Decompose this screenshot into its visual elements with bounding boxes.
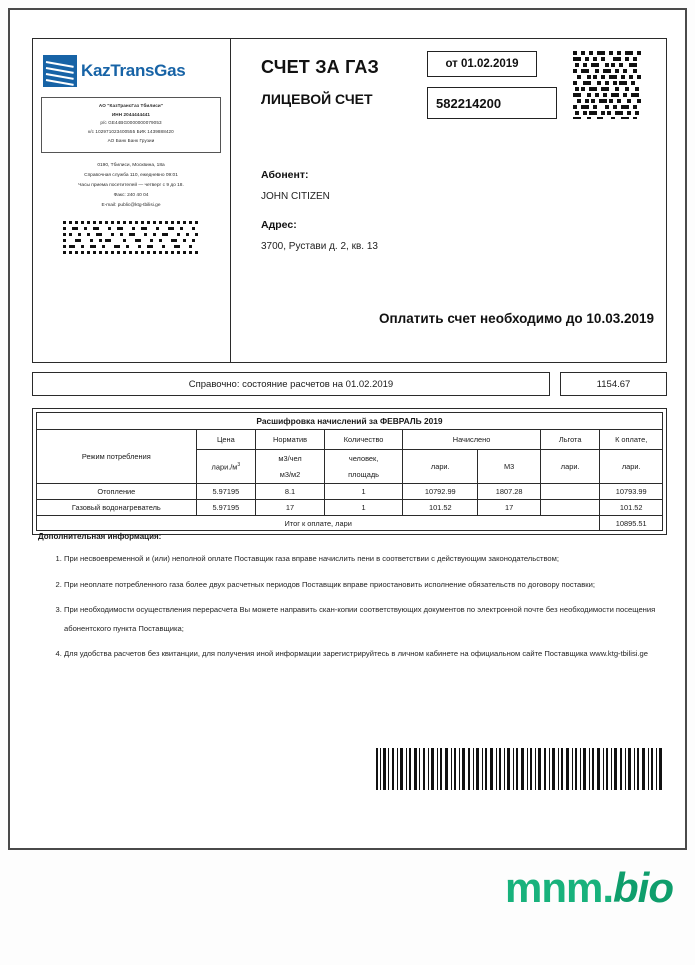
table-row [37,500,663,516]
datamatrix-barcode-icon [61,219,201,259]
charges-table-wrapper [32,408,667,535]
code128-barcode-icon [374,748,664,790]
col-price: Цена [196,430,255,450]
row-price: 5.97195 [196,484,255,500]
company-line: ИНН 2044444441 [111,111,151,117]
list-item: 2. При неоплате потребленного газа более двух расчетных периодов Поставщик вправе приостановить исполнение обязательств по договору поставки; [64,576,663,595]
col-price-unit [196,450,255,484]
contact-line: 0190, Тбилиси, Москвина, 18а [97,163,165,168]
company-line: р/с GE44BG0000000079053 [100,120,162,126]
additional-info-title: Дополнительная информация: [38,532,162,541]
row-accrued-currency: 10792.99 [403,484,478,500]
watermark-suffix: bio [613,864,673,911]
balance-amount: 1154.67 [560,372,667,396]
col-quantity: Количество [324,430,402,450]
customer-name: JOHN CITIZEN [261,191,330,202]
col-norm-units [256,450,325,484]
row-mode: Газовый водонагреватель [37,500,197,516]
row-qty: 1 [324,484,402,500]
row-discount [540,500,599,516]
row-norm: 8.1 [256,484,325,500]
kaztransgas-logo-icon [43,55,77,87]
norm-unit-1: м3/чел [278,454,302,463]
balance-row [32,372,667,396]
col-mode: Режим потребления [37,430,197,484]
company-line: АО "КазТрансГаз Тбилиси" [98,103,164,108]
row-accrued-volume: 17 [478,500,541,516]
qty-unit-1: человек, [348,454,379,463]
row-qty: 1 [324,500,402,516]
invoice-header-box [32,38,667,363]
charges-table [36,412,663,531]
charges-header-row [37,430,663,450]
col-discount: Льгота [540,430,599,450]
col-norm: Норматив [256,430,325,450]
qr-code-icon [571,49,643,121]
additional-info-section [38,532,663,671]
contact-line: Факс: 240 40 04 [113,193,149,199]
company-line: к/с 102971023400555 БИК 1439888420 [88,129,174,135]
list-item: 1. При несвоевременной и (или) неполной оплате Поставщик газа вправе начислить пени в соответствии с действующим законодательством; [64,550,663,569]
row-payable: 10793.99 [600,484,663,500]
row-accrued-volume: 1807.28 [478,484,541,500]
qty-unit-2: площадь [348,470,380,479]
table-row [37,484,663,500]
row-norm: 17 [256,500,325,516]
brand-logo-text: KazTransGas [81,61,186,80]
additional-info-list [38,550,663,664]
price-unit-text: лари./м [211,462,238,472]
due-date-notice: Оплатить счет необходимо до 10.03.2019 [379,311,654,326]
balance-label: Справочно: состояние расчетов на 01.02.2019 [32,372,550,396]
contact-line: Справочная служба 110, ежедневно 09:01 [84,173,178,179]
account-number-box: 582214200 [427,87,557,119]
invoice-date-box: от 01.02.2019 [427,51,537,77]
row-payable: 101.52 [600,500,663,516]
watermark-prefix: mnm. [505,864,614,911]
address-value: 3700, Рустави д. 2, кв. 13 [261,241,378,252]
issuer-panel [33,39,231,362]
charges-table-title-row [37,413,663,430]
col-accrued-volume: М3 [478,450,541,484]
norm-unit-2: м3/м2 [279,470,301,479]
address-label: Адрес: [261,219,297,231]
account-label: ЛИЦЕВОЙ СЧЕТ [261,91,373,107]
col-qty-units [324,450,402,484]
col-payable-unit: лари. [600,450,663,484]
col-accrued-currency: лари. [403,450,478,484]
contact-line: Часы приема посетителей — четверг с 9 до 18. [78,183,184,189]
col-payable: К оплате, [600,430,663,450]
total-label: Итог к оплате, лари [37,516,600,531]
row-price: 5.97195 [196,500,255,516]
col-discount-unit: лари. [540,450,599,484]
total-value: 10895.51 [600,516,663,531]
row-mode: Отопление [37,484,197,500]
watermark [505,864,673,912]
contact-line: E-mail: public@ktg-tbilisi.ge [101,203,161,209]
list-item: 4. Для удобства расчетов без квитанции, для получения иной информации зарегистрируйтесь в личном кабинете на официальном сайте Поставщика www.ktg-tbilisi.ge [64,645,663,664]
col-accrued: Начислено [403,430,541,450]
list-item: 3. При необходимости осуществления перерасчета Вы можете направить скан-копии соответствующих документов по электронной почте без необходимости посещения абонентского пункта Поставщика; [64,601,663,638]
row-accrued-currency: 101.52 [403,500,478,516]
charges-total-row [37,516,663,531]
contact-details [41,161,221,211]
scan-frame [8,8,687,850]
company-line: АО Банк Банк Грузии [107,137,155,143]
invoice-sheet [24,30,675,842]
customer-label: Абонент: [261,169,309,181]
company-details-box [41,97,221,153]
price-unit-sup: 3 [237,461,241,468]
invoice-title: СЧЕТ ЗА ГАЗ [261,57,380,77]
row-discount [540,484,599,500]
charges-title: Расшифровка начислений за ФЕВРАЛЬ 2019 [37,413,663,430]
brand-logo [43,49,221,93]
